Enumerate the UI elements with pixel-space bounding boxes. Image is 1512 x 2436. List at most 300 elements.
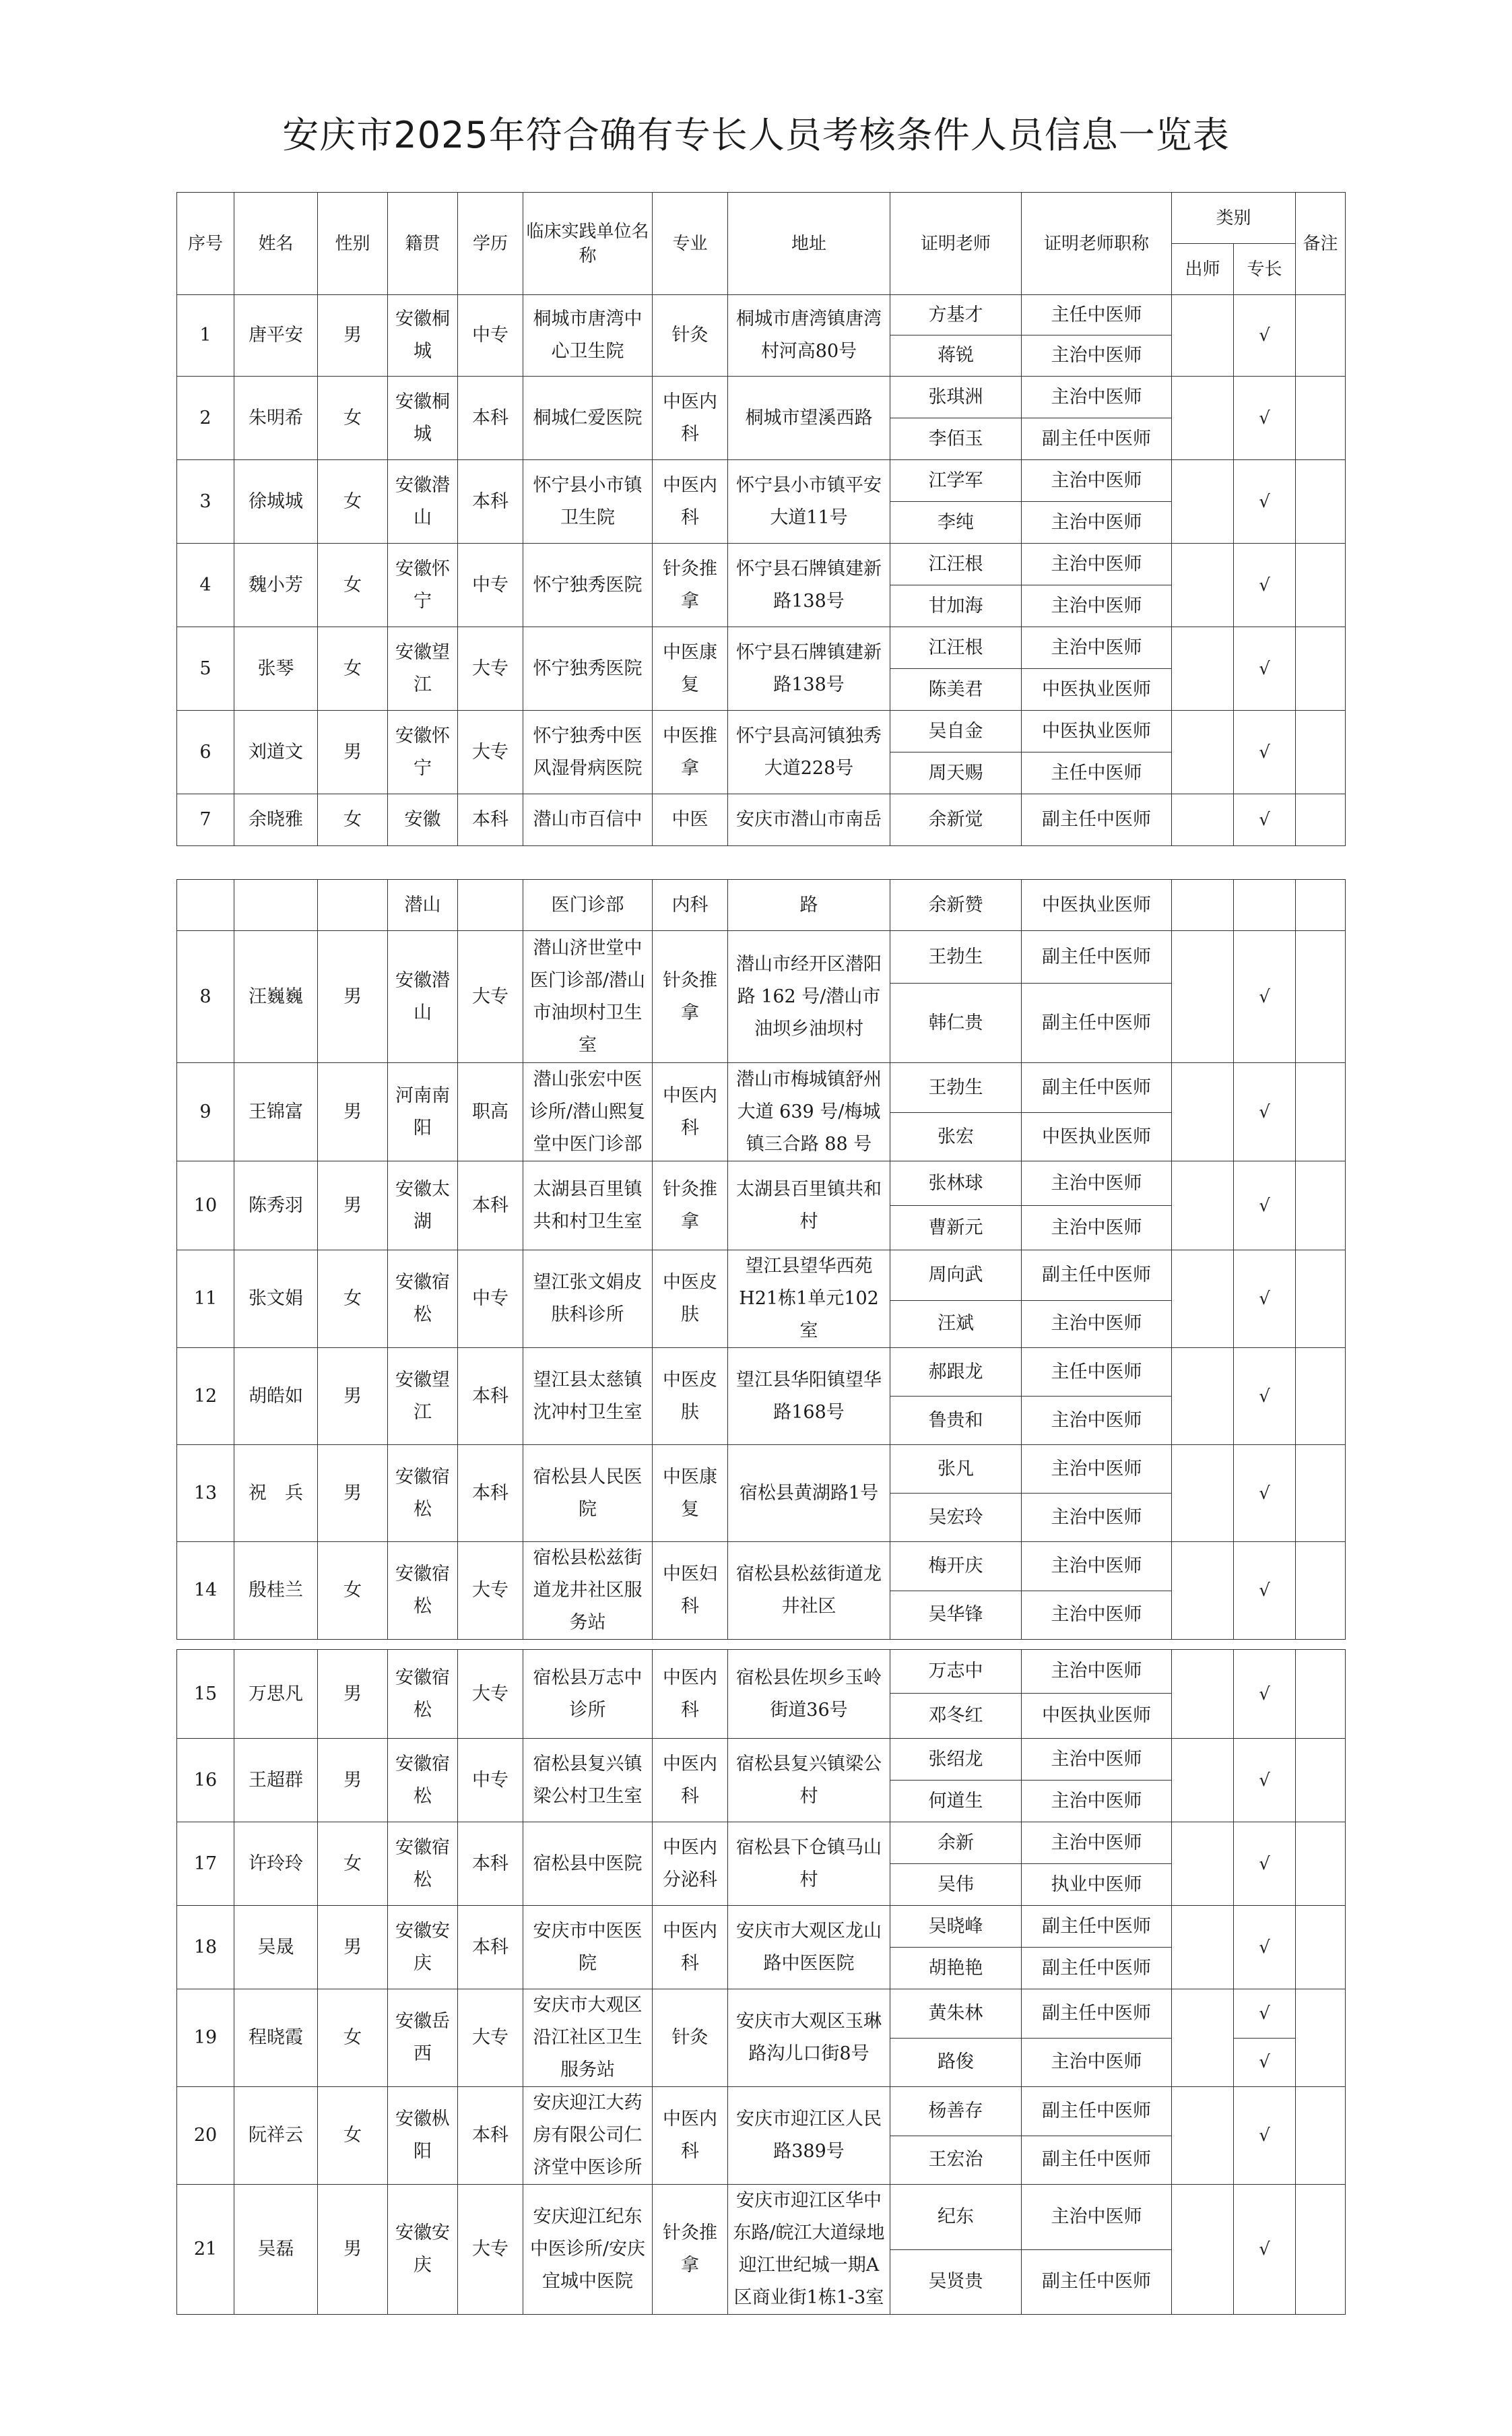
table-row [177, 627, 1346, 669]
cell-major: 针灸推拿 [653, 931, 728, 1063]
cell-teacher-name: 吴宏玲 [890, 1494, 1022, 1542]
cell-category-apprentice [1172, 1542, 1234, 1640]
header-category-apprentice: 出师 [1172, 244, 1234, 295]
cell-origin: 安徽桐城 [388, 295, 458, 377]
header-remark: 备注 [1296, 193, 1346, 295]
cell-teacher-title: 副主任中医师 [1022, 1948, 1172, 1989]
header-seq: 序号 [177, 193, 234, 295]
cell-gender: 男 [318, 1348, 388, 1445]
cell-teacher-title: 副主任中医师 [1022, 794, 1172, 846]
table-row [177, 544, 1346, 585]
cell-address: 宿松县复兴镇梁公村 [728, 1739, 890, 1822]
table-row [177, 295, 1346, 335]
cell-category-expertise: √ [1234, 1542, 1296, 1640]
cell-category-expertise: √ [1234, 1989, 1296, 2039]
cell-category-expertise: √ [1234, 1348, 1296, 1445]
cell-seq: 2 [177, 377, 234, 460]
cell-unit: 宿松县人民医院 [523, 1445, 653, 1542]
cell-seq: 18 [177, 1906, 234, 1989]
table-row [177, 1542, 1346, 1591]
cell-teacher-title: 主任中医师 [1022, 752, 1172, 794]
cell-teacher-title: 主治中医师 [1022, 544, 1172, 585]
cell-education: 大专 [458, 2185, 523, 2315]
cell-category-expertise: √ [1234, 1650, 1296, 1739]
cell-category-expertise: √ [1234, 2185, 1296, 2315]
cell-address: 望江县望华西苑H21栋1单元102室 [728, 1250, 890, 1348]
cell-teacher-name: 江汪根 [890, 544, 1022, 585]
cell-teacher-title: 主治中医师 [1022, 502, 1172, 544]
cell-unit: 安庆市中医医院 [523, 1906, 653, 1989]
cell-category-apprentice [1172, 1822, 1234, 1906]
cell-remark [1296, 880, 1346, 931]
cell-remark [1296, 1739, 1346, 1822]
cell-education: 大专 [458, 1542, 523, 1640]
cell-unit: 安庆迎江纪东中医诊所/安庆宜城中医院 [523, 2185, 653, 2315]
cell-seq: 11 [177, 1250, 234, 1348]
cell-category-apprentice [1172, 794, 1234, 846]
header-teacher-title: 证明老师职称 [1022, 193, 1172, 295]
cell-origin: 安徽宿松 [388, 1650, 458, 1739]
cell-teacher-title: 主治中医师 [1022, 335, 1172, 377]
cell-teacher-title: 副主任中医师 [1022, 1989, 1172, 2039]
cell-remark [1296, 931, 1346, 1063]
cell-category-expertise: √ [1234, 2038, 1296, 2087]
cell-category-apprentice [1172, 1161, 1234, 1250]
cell-origin: 安徽宿松 [388, 1542, 458, 1640]
cell-gender: 男 [318, 1063, 388, 1161]
cell-name: 祝 兵 [234, 1445, 318, 1542]
cell-category-expertise: √ [1234, 2087, 1296, 2185]
cell-seq: 14 [177, 1542, 234, 1640]
cell-unit: 怀宁独秀医院 [523, 627, 653, 711]
cell-major: 中医康复 [653, 1445, 728, 1542]
cell-unit: 桐城市唐湾中心卫生院 [523, 295, 653, 377]
cell-teacher-name: 杨善存 [890, 2087, 1022, 2136]
cell-address: 桐城市望溪西路 [728, 377, 890, 460]
cell-teacher-title: 主治中医师 [1022, 1494, 1172, 1542]
cell-teacher-name: 胡艳艳 [890, 1948, 1022, 1989]
cell-name: 徐城城 [234, 460, 318, 544]
cell-category-expertise: √ [1234, 295, 1296, 377]
cell-category-apprentice [1172, 880, 1234, 931]
cell-address: 怀宁县高河镇独秀大道228号 [728, 711, 890, 794]
cell-name: 王锦富 [234, 1063, 318, 1161]
cell-name: 吴晟 [234, 1906, 318, 1989]
cell-gender: 男 [318, 1650, 388, 1739]
cell-education: 中专 [458, 1739, 523, 1822]
cell-category-apprentice [1172, 295, 1234, 377]
table-row [177, 460, 1346, 502]
cell-origin: 安徽岳西 [388, 1989, 458, 2087]
cell-education [458, 880, 523, 931]
cell-seq: 3 [177, 460, 234, 544]
cell-unit: 潜山市百信中 [523, 794, 653, 846]
table-row [177, 1348, 1346, 1397]
table-row [177, 1161, 1346, 1206]
cell-category-expertise: √ [1234, 627, 1296, 711]
cell-gender [318, 880, 388, 931]
cell-education: 中专 [458, 1250, 523, 1348]
cell-seq: 20 [177, 2087, 234, 2185]
cell-name: 吴磊 [234, 2185, 318, 2315]
cell-teacher-title: 主治中医师 [1022, 460, 1172, 502]
header-education: 学历 [458, 193, 523, 295]
cell-gender: 男 [318, 1161, 388, 1250]
cell-teacher-title: 主任中医师 [1022, 1348, 1172, 1397]
cell-unit: 安庆市大观区沿江社区卫生服务站 [523, 1989, 653, 2087]
cell-category-apprentice [1172, 1348, 1234, 1445]
cell-teacher-name: 周向武 [890, 1250, 1022, 1301]
cell-name: 陈秀羽 [234, 1161, 318, 1250]
cell-teacher-name: 江汪根 [890, 627, 1022, 669]
cell-teacher-title: 主治中医师 [1022, 1161, 1172, 1206]
cell-education: 本科 [458, 2087, 523, 2185]
cell-gender: 男 [318, 295, 388, 377]
cell-seq: 6 [177, 711, 234, 794]
table-row [177, 1906, 1346, 1948]
header-teacher: 证明老师 [890, 193, 1022, 295]
table-row [177, 1739, 1346, 1781]
cell-major: 针灸 [653, 1989, 728, 2087]
cell-education: 本科 [458, 377, 523, 460]
cell-major: 中医内科 [653, 1906, 728, 1989]
cell-teacher-title: 主治中医师 [1022, 1542, 1172, 1591]
cell-address: 潜山市梅城镇舒州大道 639 号/梅城镇三合路 88 号 [728, 1063, 890, 1161]
cell-origin: 安徽安庆 [388, 1906, 458, 1989]
cell-seq: 12 [177, 1348, 234, 1445]
cell-gender: 男 [318, 2185, 388, 2315]
cell-gender: 男 [318, 1445, 388, 1542]
header-name: 姓名 [234, 193, 318, 295]
cell-address: 宿松县松兹街道龙井社区 [728, 1542, 890, 1640]
cell-teacher-name: 余新赞 [890, 880, 1022, 931]
cell-origin: 安徽望江 [388, 627, 458, 711]
cell-gender: 女 [318, 544, 388, 627]
cell-education: 本科 [458, 1348, 523, 1445]
cell-major: 中医皮肤 [653, 1250, 728, 1348]
cell-origin: 安徽望江 [388, 1348, 458, 1445]
cell-name [234, 880, 318, 931]
cell-major: 中医皮肤 [653, 1348, 728, 1445]
cell-category-apprentice [1172, 1250, 1234, 1348]
cell-teacher-name: 余新 [890, 1822, 1022, 1864]
table-row [177, 1250, 1346, 1301]
cell-teacher-title: 主治中医师 [1022, 627, 1172, 669]
cell-seq: 1 [177, 295, 234, 377]
cell-category-expertise: √ [1234, 711, 1296, 794]
table-row [177, 931, 1346, 984]
cell-name: 许玲玲 [234, 1822, 318, 1906]
cell-teacher-title: 副主任中医师 [1022, 418, 1172, 460]
cell-remark [1296, 1989, 1346, 2087]
cell-name: 张琴 [234, 627, 318, 711]
cell-teacher-title: 副主任中医师 [1022, 1250, 1172, 1301]
cell-unit: 桐城仁爱医院 [523, 377, 653, 460]
cell-teacher-name: 李佰玉 [890, 418, 1022, 460]
cell-remark [1296, 295, 1346, 377]
cell-teacher-name: 李纯 [890, 502, 1022, 544]
cell-origin: 潜山 [388, 880, 458, 931]
cell-unit: 怀宁独秀医院 [523, 544, 653, 627]
cell-seq: 13 [177, 1445, 234, 1542]
cell-teacher-name: 吴贤贵 [890, 2249, 1022, 2315]
cell-category-apprentice [1172, 1063, 1234, 1161]
cell-name: 余晓雅 [234, 794, 318, 846]
cell-seq: 4 [177, 544, 234, 627]
cell-gender: 男 [318, 711, 388, 794]
cell-remark [1296, 377, 1346, 460]
cell-unit: 宿松县复兴镇梁公村卫生室 [523, 1739, 653, 1822]
cell-major: 中医内科 [653, 460, 728, 544]
cell-category-apprentice [1172, 460, 1234, 544]
cell-teacher-name: 江学军 [890, 460, 1022, 502]
cell-remark [1296, 627, 1346, 711]
table-row [177, 1063, 1346, 1113]
cell-seq: 16 [177, 1739, 234, 1822]
cell-education: 大专 [458, 1650, 523, 1739]
cell-gender: 女 [318, 460, 388, 544]
table-row [177, 1650, 1346, 1694]
cell-address: 怀宁县石牌镇建新路138号 [728, 544, 890, 627]
cell-teacher-title: 副主任中医师 [1022, 2136, 1172, 2185]
cell-category-expertise [1234, 880, 1296, 931]
cell-origin: 安徽潜山 [388, 460, 458, 544]
cell-major: 中医内科 [653, 1739, 728, 1822]
cell-gender: 男 [318, 931, 388, 1063]
cell-teacher-name: 郝跟龙 [890, 1348, 1022, 1397]
info-table-section-2 [176, 879, 1346, 1640]
table-row [177, 880, 1346, 931]
cell-major: 内科 [653, 880, 728, 931]
cell-remark [1296, 544, 1346, 627]
cell-teacher-name: 余新觉 [890, 794, 1022, 846]
cell-origin: 安徽宿松 [388, 1739, 458, 1822]
cell-teacher-title: 主治中医师 [1022, 1206, 1172, 1250]
cell-major: 中医妇科 [653, 1542, 728, 1640]
cell-gender: 女 [318, 627, 388, 711]
cell-teacher-title: 主治中医师 [1022, 1822, 1172, 1864]
cell-category-apprentice [1172, 1445, 1234, 1542]
cell-major: 针灸推拿 [653, 1161, 728, 1250]
cell-major: 针灸推拿 [653, 544, 728, 627]
cell-teacher-name: 梅开庆 [890, 1542, 1022, 1591]
cell-major: 针灸推拿 [653, 2185, 728, 2315]
cell-major: 中医内科 [653, 1650, 728, 1739]
cell-teacher-name: 韩仁贵 [890, 984, 1022, 1063]
cell-category-apprentice [1172, 711, 1234, 794]
page-title: 安庆市2025年符合确有专长人员考核条件人员信息一览表 [282, 114, 1230, 156]
cell-teacher-title: 主治中医师 [1022, 1397, 1172, 1445]
cell-seq: 19 [177, 1989, 234, 2087]
table-row [177, 377, 1346, 418]
cell-name: 万思凡 [234, 1650, 318, 1739]
cell-gender: 男 [318, 1906, 388, 1989]
cell-seq: 15 [177, 1650, 234, 1739]
header-category: 类别 [1172, 193, 1296, 244]
cell-unit: 望江县太慈镇沈冲村卫生室 [523, 1348, 653, 1445]
cell-teacher-name: 吴伟 [890, 1864, 1022, 1906]
cell-education: 本科 [458, 1822, 523, 1906]
cell-origin: 安徽潜山 [388, 931, 458, 1063]
cell-origin: 安徽宿松 [388, 1250, 458, 1348]
cell-education: 大专 [458, 1989, 523, 2087]
cell-teacher-title: 副主任中医师 [1022, 931, 1172, 984]
cell-gender: 女 [318, 1250, 388, 1348]
cell-teacher-name: 曹新元 [890, 1206, 1022, 1250]
cell-category-expertise: √ [1234, 931, 1296, 1063]
cell-name: 魏小芳 [234, 544, 318, 627]
cell-unit: 宿松县松兹街道龙井社区服务站 [523, 1542, 653, 1640]
cell-address: 宿松县黄湖路1号 [728, 1445, 890, 1542]
cell-teacher-title: 主治中医师 [1022, 1445, 1172, 1494]
cell-name: 刘道文 [234, 711, 318, 794]
cell-name: 朱明希 [234, 377, 318, 460]
cell-gender: 女 [318, 794, 388, 846]
cell-teacher-name: 吴华锋 [890, 1591, 1022, 1640]
header-origin: 籍贯 [388, 193, 458, 295]
cell-name: 汪巍巍 [234, 931, 318, 1063]
cell-gender: 女 [318, 2087, 388, 2185]
cell-origin: 安徽怀宁 [388, 711, 458, 794]
cell-name: 殷桂兰 [234, 1542, 318, 1640]
cell-address: 望江县华阳镇望华路168号 [728, 1348, 890, 1445]
cell-remark [1296, 2185, 1346, 2315]
cell-remark [1296, 2087, 1346, 2185]
cell-teacher-name: 蒋锐 [890, 335, 1022, 377]
cell-teacher-name: 张绍龙 [890, 1739, 1022, 1781]
cell-unit: 望江张文娟皮肤科诊所 [523, 1250, 653, 1348]
cell-category-expertise: √ [1234, 377, 1296, 460]
cell-education: 大专 [458, 711, 523, 794]
cell-education: 大专 [458, 931, 523, 1063]
cell-origin: 河南南阳 [388, 1063, 458, 1161]
cell-teacher-name: 纪东 [890, 2185, 1022, 2250]
header-category-expertise: 专长 [1234, 244, 1296, 295]
cell-seq: 17 [177, 1822, 234, 1906]
cell-education: 中专 [458, 295, 523, 377]
cell-category-apprentice [1172, 1650, 1234, 1739]
cell-teacher-title: 主治中医师 [1022, 2185, 1172, 2250]
cell-teacher-name: 万志中 [890, 1650, 1022, 1694]
cell-remark [1296, 1445, 1346, 1542]
cell-category-expertise: √ [1234, 1906, 1296, 1989]
table-row [177, 711, 1346, 752]
cell-category-expertise: √ [1234, 460, 1296, 544]
cell-unit: 潜山张宏中医诊所/潜山熙复堂中医门诊部 [523, 1063, 653, 1161]
table-row [177, 794, 1346, 846]
cell-origin: 安徽宿松 [388, 1445, 458, 1542]
cell-teacher-name: 汪斌 [890, 1300, 1022, 1347]
cell-major: 中医康复 [653, 627, 728, 711]
cell-seq: 5 [177, 627, 234, 711]
cell-address: 安庆市大观区龙山路中医医院 [728, 1906, 890, 1989]
cell-seq: 21 [177, 2185, 234, 2315]
cell-education: 本科 [458, 1906, 523, 1989]
cell-teacher-title: 中医执业医师 [1022, 880, 1172, 931]
cell-gender: 女 [318, 1822, 388, 1906]
cell-seq: 7 [177, 794, 234, 846]
cell-teacher-name: 方基才 [890, 295, 1022, 335]
cell-gender: 男 [318, 1739, 388, 1822]
cell-teacher-name: 吴自金 [890, 711, 1022, 752]
cell-teacher-name: 鲁贵和 [890, 1397, 1022, 1445]
cell-teacher-name: 何道生 [890, 1781, 1022, 1822]
cell-origin: 安徽太湖 [388, 1161, 458, 1250]
cell-remark [1296, 1063, 1346, 1161]
cell-category-apprentice [1172, 2185, 1234, 2315]
cell-remark [1296, 1906, 1346, 1989]
cell-teacher-name: 周天赐 [890, 752, 1022, 794]
cell-seq: 10 [177, 1161, 234, 1250]
cell-unit: 安庆迎江大药房有限公司仁济堂中医诊所 [523, 2087, 653, 2185]
cell-teacher-title: 主任中医师 [1022, 295, 1172, 335]
cell-gender: 女 [318, 1989, 388, 2087]
header-address: 地址 [728, 193, 890, 295]
cell-seq [177, 880, 234, 931]
cell-teacher-name: 张琪洲 [890, 377, 1022, 418]
table-row [177, 2185, 1346, 2250]
info-table-section-3 [176, 1649, 1346, 2315]
info-table-section-1 [176, 192, 1346, 846]
cell-name: 王超群 [234, 1739, 318, 1822]
cell-address: 安庆市潜山市南岳 [728, 794, 890, 846]
cell-address: 安庆市迎江区人民路389号 [728, 2087, 890, 2185]
cell-seq: 9 [177, 1063, 234, 1161]
cell-origin: 安徽安庆 [388, 2185, 458, 2315]
cell-teacher-title: 副主任中医师 [1022, 1906, 1172, 1948]
table-row [177, 1445, 1346, 1494]
cell-category-expertise: √ [1234, 1739, 1296, 1822]
cell-origin: 安徽桐城 [388, 377, 458, 460]
cell-category-apprentice [1172, 627, 1234, 711]
table-row [177, 1822, 1346, 1864]
cell-name: 张文娟 [234, 1250, 318, 1348]
cell-teacher-name: 王勃生 [890, 931, 1022, 984]
cell-name: 胡皓如 [234, 1348, 318, 1445]
cell-origin: 安徽宿松 [388, 1822, 458, 1906]
cell-seq: 8 [177, 931, 234, 1063]
cell-teacher-title: 主治中医师 [1022, 2038, 1172, 2087]
cell-major: 中医推拿 [653, 711, 728, 794]
cell-category-expertise: √ [1234, 794, 1296, 846]
cell-major: 中医 [653, 794, 728, 846]
cell-education: 本科 [458, 460, 523, 544]
cell-category-expertise: √ [1234, 1250, 1296, 1348]
cell-teacher-title: 执业中医师 [1022, 1864, 1172, 1906]
cell-name: 阮祥云 [234, 2087, 318, 2185]
cell-unit: 怀宁县小市镇卫生院 [523, 460, 653, 544]
cell-address: 宿松县佐坝乡玉岭街道36号 [728, 1650, 890, 1739]
cell-gender: 女 [318, 1542, 388, 1640]
cell-unit: 宿松县万志中诊所 [523, 1650, 653, 1739]
cell-major: 中医内科 [653, 2087, 728, 2185]
cell-education: 大专 [458, 627, 523, 711]
table-row [177, 1989, 1346, 2039]
cell-address: 路 [728, 880, 890, 931]
cell-category-expertise: √ [1234, 1445, 1296, 1542]
cell-address: 安庆市大观区玉琳路沟儿口街8号 [728, 1989, 890, 2087]
cell-remark [1296, 1822, 1346, 1906]
cell-teacher-title: 副主任中医师 [1022, 2249, 1172, 2315]
cell-teacher-name: 黄朱林 [890, 1989, 1022, 2039]
cell-major: 中医内分泌科 [653, 1822, 728, 1906]
cell-education: 本科 [458, 1161, 523, 1250]
cell-teacher-title: 主治中医师 [1022, 1739, 1172, 1781]
cell-teacher-name: 张林球 [890, 1161, 1022, 1206]
cell-category-apprentice [1172, 931, 1234, 1063]
cell-category-apprentice [1172, 544, 1234, 627]
cell-remark [1296, 711, 1346, 794]
